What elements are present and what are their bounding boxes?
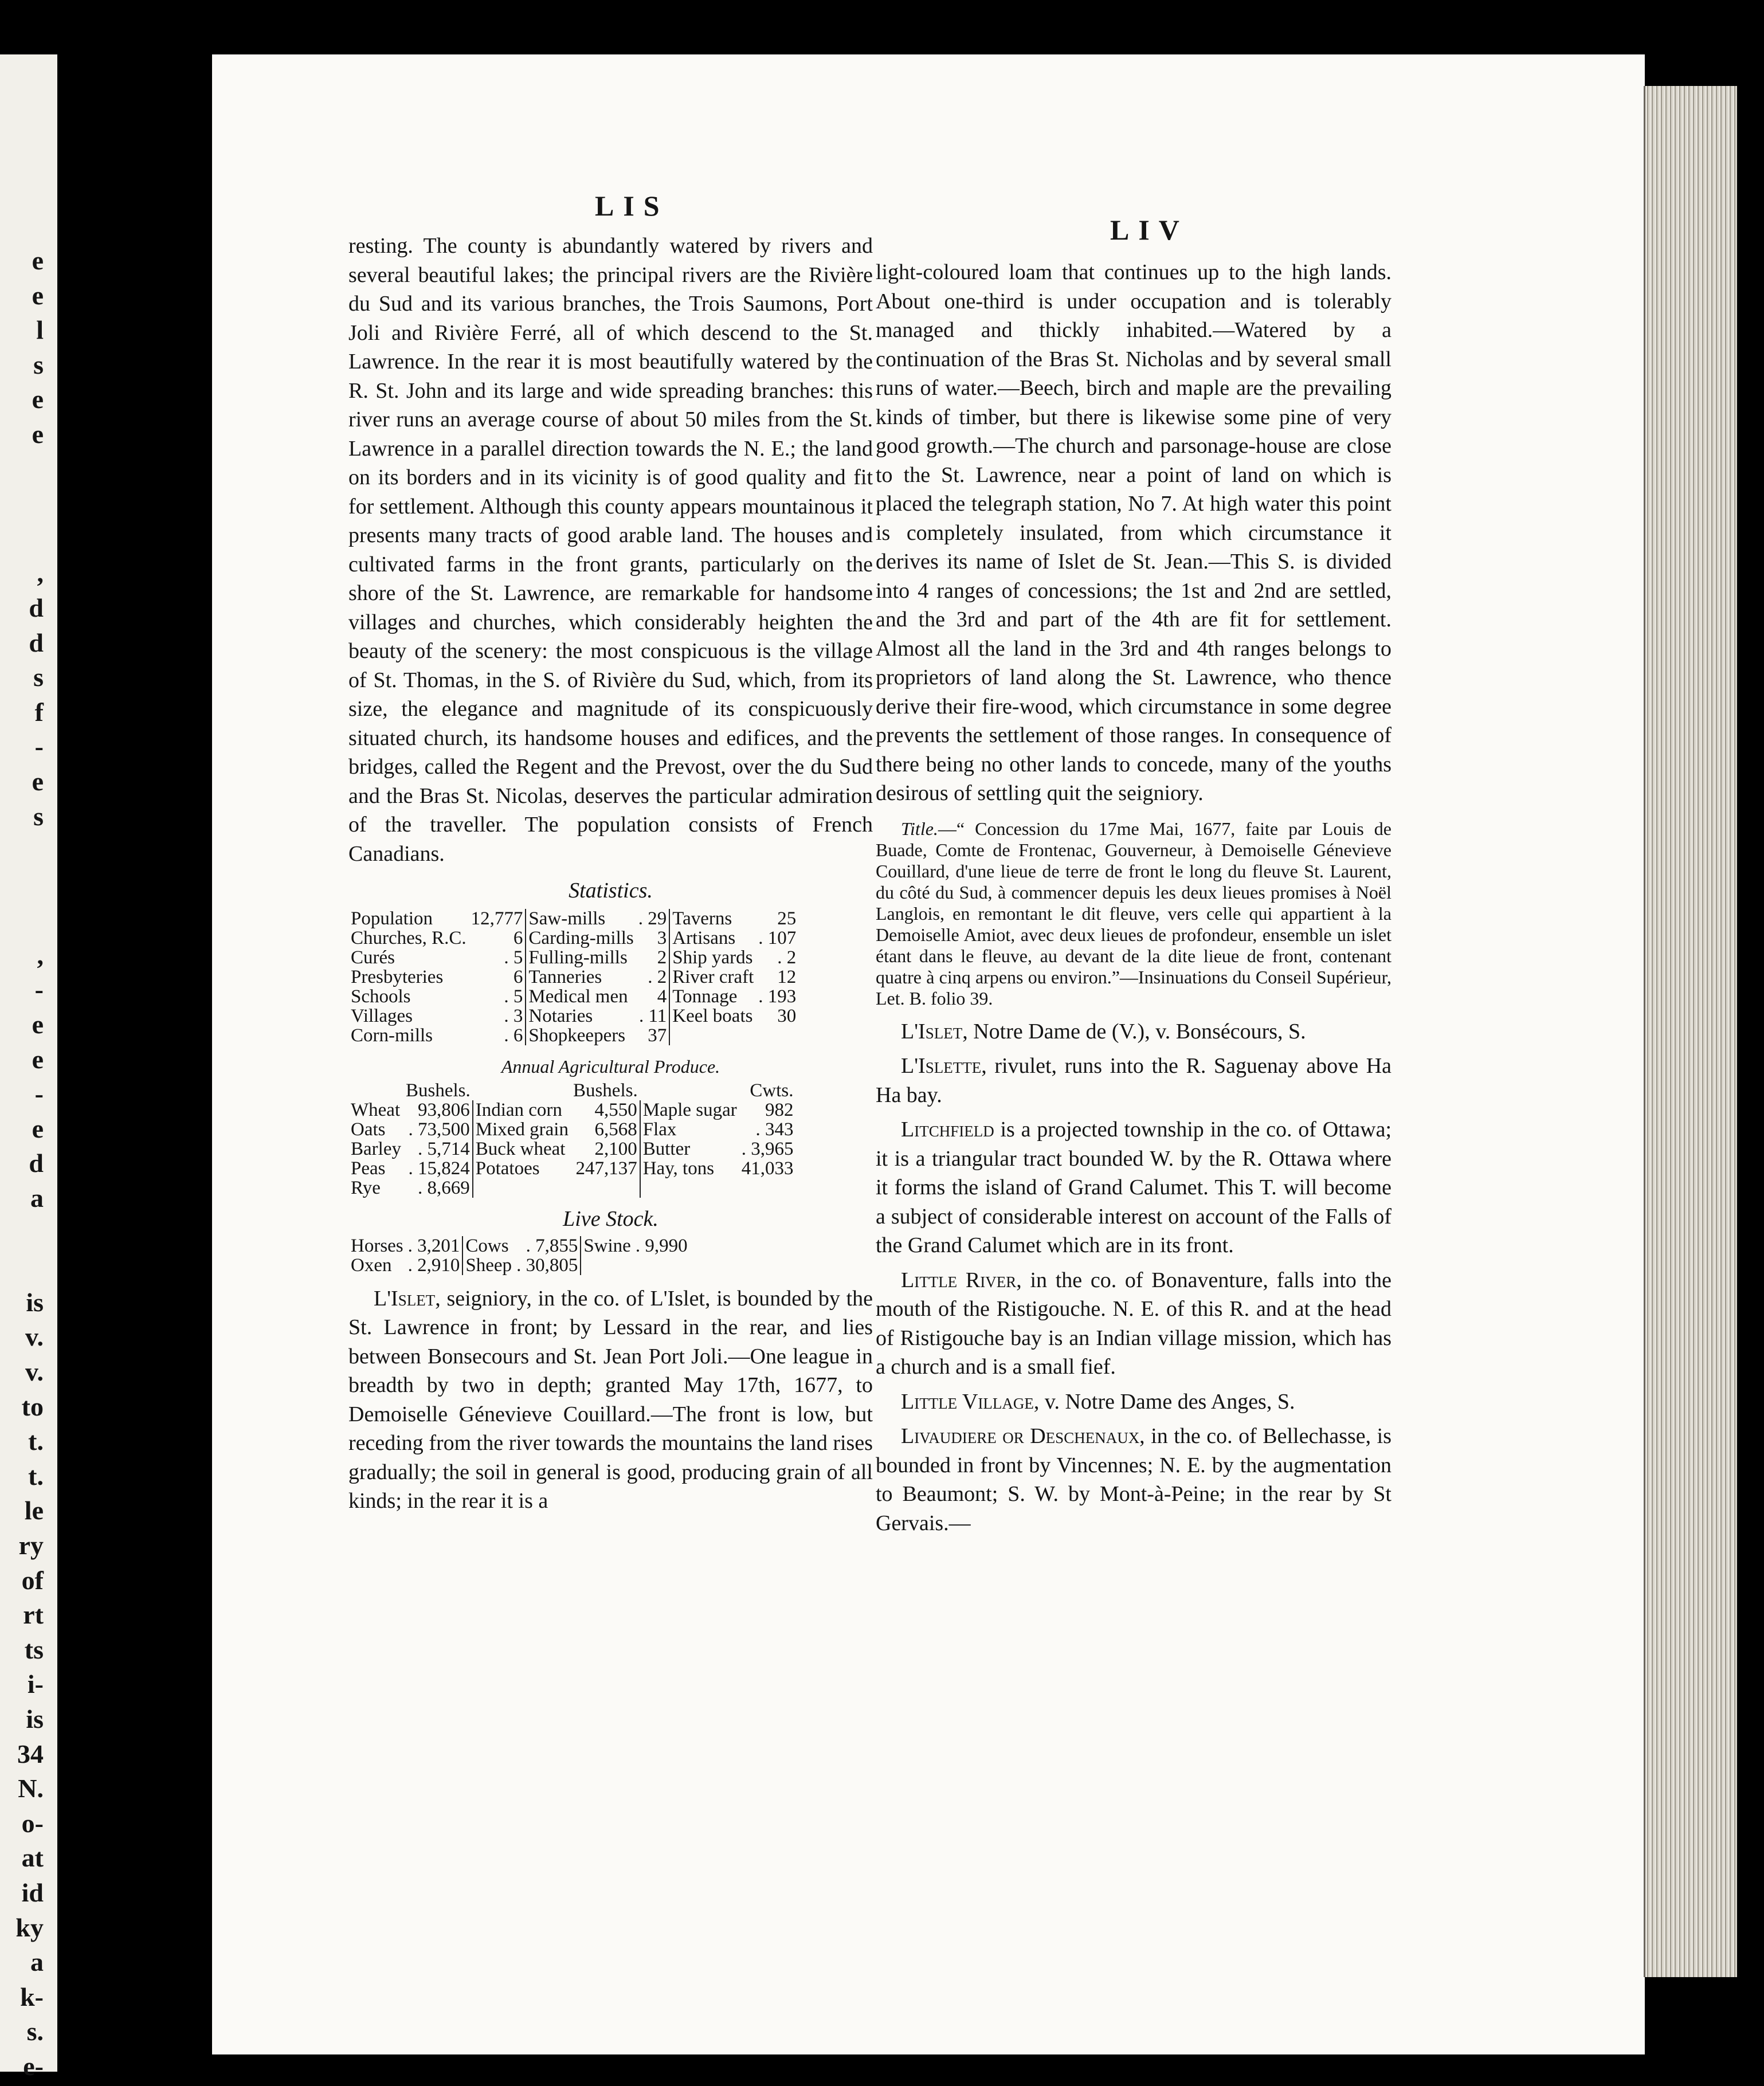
table-label: Horses bbox=[351, 1235, 403, 1256]
produce-table bbox=[348, 1081, 796, 1198]
table-value: 12,777 bbox=[469, 909, 526, 928]
table-value: . 6 bbox=[469, 1026, 526, 1045]
table-label bbox=[473, 1178, 571, 1198]
statistics-row bbox=[348, 987, 798, 1006]
previous-page-fragment: is bbox=[26, 1287, 44, 1317]
previous-page-fragment: t. bbox=[28, 1461, 44, 1491]
table-value: . 30,805 bbox=[514, 1256, 581, 1275]
previous-page-fragment bbox=[3, 834, 44, 869]
previous-page-fragment bbox=[3, 522, 44, 556]
previous-page-fragment: e bbox=[32, 1113, 44, 1143]
table-label: Carding-mills bbox=[528, 927, 634, 948]
table-label: Keel boats bbox=[672, 1005, 753, 1026]
table-value: . 5,714 bbox=[403, 1139, 473, 1159]
previous-page-fragment: i- bbox=[27, 1669, 44, 1699]
table-label: Buck wheat bbox=[475, 1139, 566, 1159]
gazetteer-entry bbox=[876, 1266, 1391, 1382]
previous-page-fragment bbox=[3, 452, 44, 487]
previous-page-fragment: ry bbox=[18, 1530, 44, 1560]
produce-heading: Annual Agricultural Produce. bbox=[501, 1056, 720, 1077]
previous-page-fragment: at bbox=[21, 1843, 44, 1873]
table-value: . 15,824 bbox=[403, 1159, 473, 1178]
previous-page-fragment: e- bbox=[23, 2051, 44, 2081]
paragraph-county-description: resting. The county is abundantly watered by rivers and several beautiful lakes; the principal rivers are the Rivière du Sud and its various branches, the Trois Saumons, Port Joli and Rivière Ferré, all of which descend to the St. Lawrence. In the rear it is most beautifully watered by the R. St. John and its large and wide spreading branches: this river runs an average course of about 50 miles from the St. Lawrence in a parallel direction towards the N. E.; the land on its borders and in its vicinity is of good quality and fit for settlement. Although this county appears mountainous it presents many tracts of good arable land. The houses and cultivated farms in the front grants, particularly on the shore of the St. Lawrence, are remarkable for handsome villages and churches, which considerably heighten the beauty of the scenery: the most conspicuous is the village of St. Thomas, in the S. of Rivière du Sud, which, from its size, the elegance and magnitude of its conspicuously situated church, its handsome houses and edifices, and the bridges, called the Regent and the Prevost, over the du Sud and the Bras St. Nicolas, deserves the particular admiration of the traveller. The population consists of French Canadians. bbox=[348, 234, 873, 866]
title-text: —“ Concession du 17me Mai, 1677, faite par Louis de Buade, Comte de Frontenac, Gouverneur, à Demoiselle Génevieve Couillard, d'une lieue de terre de front le long du fleuve St. Laurent, du côté du Sud, à commencer depuis les deux lieues promises à Noël Langlois, en remontant le dit fleuve, vers celle qui appartient à la Demoiselle Amiot, avec deux lieues de profondeur, ensemble un islet étant dans le fleuve, au devant de la dite lieue de front, contenant quatre à cinq arpens ou environ.”—Insinuations du Conseil Supérieur, Let. B. folio 39. bbox=[876, 818, 1391, 1009]
produce-unit-3: Cwts. bbox=[750, 1080, 794, 1101]
table-label: Artisans bbox=[672, 927, 736, 948]
table-label: Villages bbox=[351, 1005, 413, 1026]
paragraph-lislet-continued: light-coloured loam that continues up to the high lands. About one-third is under occupation and is tolerably managed and thickly inhabited.—Watered by a continuation of the Bras St. Nicholas and by several small runs of water.—Beech, birch and maple are the prevailing kinds of timber, but there is likewise some pine of very good growth.—The church and parsonage-house are close to the St. Lawrence, near a point of land on which is placed the telegraph station, No 7. At high water this point is completely insulated, from which circumstance it derives its name of Islet de St. Jean.—This S. is divided into 4 ranges of concessions; the 1st and 2nd are settled, and the 3rd and part of the 4th are fit for settlement. Almost all the land in the 3rd and 4th ranges belongs to proprietors of land along the St. Lawrence, who thence derive their fire-wood, which circumstance in some degree prevents the settlement of those ranges. In consequence of there being no other lands to concede, many of the youths desirous of settling quit the seigniory. bbox=[876, 260, 1391, 805]
statistics-row bbox=[348, 1006, 798, 1026]
statistics-heading: Statistics. bbox=[569, 879, 653, 903]
table-label: Curés bbox=[351, 947, 395, 968]
table-value: 93,806 bbox=[403, 1100, 473, 1120]
table-value: 982 bbox=[765, 1100, 794, 1120]
table-label bbox=[669, 1026, 756, 1045]
table-value: 30 bbox=[777, 1005, 797, 1026]
table-value: . 29 bbox=[636, 909, 670, 928]
table-value: 6 bbox=[469, 928, 526, 948]
entry-name: Litchfield bbox=[901, 1118, 994, 1142]
table-label: Mixed grain bbox=[475, 1119, 569, 1140]
previous-page-fragment bbox=[3, 869, 44, 904]
table-value: 37 bbox=[636, 1026, 670, 1045]
statistics-row bbox=[348, 1026, 798, 1045]
table-label: Cows bbox=[465, 1235, 509, 1256]
statistics-row bbox=[348, 948, 798, 967]
table-value: . 8,669 bbox=[403, 1178, 473, 1198]
previous-page-fragment: N. bbox=[18, 1774, 44, 1803]
table-label: Schools bbox=[351, 986, 411, 1007]
previous-page-fragment: k- bbox=[20, 1982, 44, 2011]
previous-page-fragment bbox=[3, 1250, 44, 1285]
previous-page-fragment: ky bbox=[15, 1912, 44, 1942]
table-value: 6 bbox=[469, 967, 526, 987]
table-value: . 193 bbox=[758, 986, 797, 1007]
table-label: Sheep bbox=[465, 1254, 512, 1276]
table-label: Indian corn bbox=[475, 1100, 562, 1120]
table-label: River craft bbox=[672, 966, 754, 987]
table-value: . 73,500 bbox=[403, 1120, 473, 1139]
table-value bbox=[739, 1178, 796, 1198]
table-value: 4,550 bbox=[571, 1100, 640, 1120]
table-value: . 7,855 bbox=[514, 1236, 581, 1256]
table-value: 12 bbox=[777, 966, 797, 987]
table-label: Presbyteries bbox=[351, 966, 444, 987]
table-label: Oxen bbox=[351, 1254, 392, 1276]
entry-text: in the co. of Bellechasse, is bounded in front by Vincennes; N. E. by the augmentation to Beaumont; S. W. by Mont-à-Peine; in the rear by St Gervais.— bbox=[876, 1424, 1391, 1535]
gazetteer-entry bbox=[876, 1017, 1391, 1046]
previous-page-fragment: s. bbox=[26, 2017, 44, 2046]
entry-name: Livaudiere or Deschenaux, bbox=[901, 1424, 1145, 1448]
entry-text: v. Notre Dame des Anges, S. bbox=[1044, 1389, 1295, 1414]
table-label: Population bbox=[351, 908, 433, 929]
entry-name: Little Village, bbox=[901, 1389, 1040, 1414]
title-label: Title. bbox=[901, 818, 938, 839]
previous-page-fragment: e bbox=[32, 246, 44, 275]
table-label: Notaries bbox=[528, 1005, 593, 1026]
previous-page-fragment: e bbox=[32, 280, 44, 310]
table-value: 6,568 bbox=[571, 1120, 640, 1139]
gazetteer-entry bbox=[876, 1422, 1391, 1538]
gazetteer-entry bbox=[876, 1115, 1391, 1260]
statistics-row bbox=[348, 909, 798, 928]
table-value: . 3 bbox=[469, 1006, 526, 1026]
left-column bbox=[348, 232, 873, 1516]
previous-page-fragment: a bbox=[30, 1183, 44, 1213]
table-label: Oats bbox=[351, 1119, 386, 1140]
previous-page-fragment: rt bbox=[23, 1600, 44, 1630]
previous-page-fragment: t. bbox=[28, 1426, 44, 1456]
previous-page-fragment: id bbox=[21, 1877, 44, 1907]
table-value: . 5 bbox=[469, 987, 526, 1006]
table-value: 2 bbox=[636, 948, 670, 967]
table-label: Churches, R.C. bbox=[351, 927, 467, 948]
previous-page-fragment: - bbox=[34, 975, 44, 1005]
table-value: . 9,990 bbox=[635, 1235, 688, 1256]
running-head-right: LIV bbox=[1110, 214, 1189, 246]
produce-row bbox=[348, 1178, 796, 1198]
table-label: Potatoes bbox=[475, 1158, 540, 1179]
table-value: . 343 bbox=[755, 1119, 794, 1140]
table-label: Wheat bbox=[351, 1100, 401, 1120]
previous-page-fragment: e bbox=[32, 385, 44, 414]
table-label: Hay, tons bbox=[642, 1158, 715, 1179]
previous-page-fragment: is bbox=[26, 1704, 44, 1734]
livestock-row bbox=[348, 1256, 690, 1275]
table-value: . 2,910 bbox=[406, 1256, 463, 1275]
previous-page-fragment: s bbox=[33, 350, 44, 379]
entry-text: rivulet, runs into the R. Saguenay above Ha Ha bay. bbox=[876, 1054, 1391, 1107]
previous-page-fragment: d bbox=[29, 1148, 44, 1178]
previous-page-fragment: e bbox=[32, 766, 44, 796]
table-value bbox=[571, 1178, 640, 1198]
table-value: . 3,965 bbox=[741, 1139, 794, 1159]
previous-page-fragment: d bbox=[29, 593, 44, 622]
table-label: Taverns bbox=[672, 908, 732, 929]
gazetteer-entries bbox=[876, 1017, 1391, 1538]
table-label: Fulling-mills bbox=[528, 947, 628, 968]
entry-lislet-seigniory bbox=[348, 1284, 873, 1516]
produce-row bbox=[348, 1120, 796, 1139]
gazetteer-entry bbox=[876, 1387, 1391, 1417]
table-label bbox=[640, 1178, 739, 1198]
table-value: . 11 bbox=[636, 1006, 670, 1026]
previous-page-edge bbox=[0, 54, 57, 2081]
entry-name: L'Islet, bbox=[901, 1019, 968, 1044]
previous-page-fragment: d bbox=[29, 628, 44, 657]
previous-page-fragment bbox=[3, 1216, 44, 1251]
book-edge bbox=[1644, 86, 1737, 1977]
table-value: . 5 bbox=[469, 948, 526, 967]
previous-page-fragment: o- bbox=[21, 1808, 44, 1838]
previous-page-fragment: e bbox=[32, 1010, 44, 1040]
table-label: Tonnage bbox=[672, 986, 738, 1007]
table-value: 3 bbox=[636, 928, 670, 948]
previous-page-fragment: e bbox=[32, 419, 44, 449]
table-value: . 2 bbox=[636, 967, 670, 987]
table-label: Barley bbox=[351, 1139, 401, 1159]
table-label: Tanneries bbox=[528, 966, 602, 987]
table-value: 2,100 bbox=[571, 1139, 640, 1159]
table-value: . 3,201 bbox=[406, 1236, 463, 1256]
table-label bbox=[581, 1256, 633, 1275]
right-column bbox=[876, 258, 1391, 1538]
previous-page-fragment: - bbox=[34, 1079, 44, 1109]
table-value: . 2 bbox=[777, 947, 797, 968]
table-label: Ship yards bbox=[672, 947, 753, 968]
running-head-left: LIS bbox=[595, 190, 669, 222]
gazetteer-entry bbox=[876, 1052, 1391, 1109]
table-value: 25 bbox=[777, 908, 797, 929]
previous-page-fragment: s bbox=[33, 801, 44, 831]
previous-page-fragment: a bbox=[30, 1947, 44, 1977]
entry-name: L'Islette, bbox=[901, 1054, 987, 1078]
previous-page-fragment: l bbox=[36, 315, 44, 345]
produce-row bbox=[348, 1139, 796, 1159]
previous-page-fragment bbox=[3, 903, 44, 938]
previous-page-fragment: e bbox=[32, 1044, 44, 1074]
livestock-heading: Live Stock. bbox=[563, 1207, 658, 1231]
table-value: 247,137 bbox=[571, 1159, 640, 1178]
previous-page-fragment: - bbox=[34, 732, 44, 762]
table-label: Peas bbox=[351, 1158, 386, 1179]
previous-page-fragment: le bbox=[24, 1496, 44, 1526]
table-value bbox=[633, 1256, 690, 1275]
table-value: 41,033 bbox=[741, 1158, 794, 1179]
entry-name: Little River, bbox=[901, 1268, 1022, 1292]
table-label: Saw-mills bbox=[528, 908, 606, 929]
produce-unit-1: Bushels. bbox=[405, 1080, 471, 1101]
table-label: Swine bbox=[583, 1235, 631, 1256]
title-note bbox=[876, 818, 1391, 1009]
table-label: Flax bbox=[642, 1119, 677, 1140]
table-label: Butter bbox=[642, 1139, 691, 1159]
previous-page-fragment: , bbox=[37, 558, 44, 588]
table-value: 4 bbox=[636, 987, 670, 1006]
produce-row bbox=[348, 1159, 796, 1178]
table-label: Medical men bbox=[528, 986, 628, 1007]
statistics-row bbox=[348, 928, 798, 948]
produce-row bbox=[348, 1100, 796, 1120]
table-label: Corn-mills bbox=[351, 1025, 433, 1046]
produce-unit-2: Bushels. bbox=[573, 1080, 638, 1101]
table-value: . 107 bbox=[758, 927, 797, 948]
statistics-row bbox=[348, 967, 798, 987]
previous-page-fragment: to bbox=[21, 1391, 44, 1421]
livestock-row bbox=[348, 1236, 690, 1256]
previous-page-fragment: f bbox=[34, 697, 44, 727]
table-label: Rye bbox=[351, 1178, 381, 1198]
statistics-table bbox=[348, 909, 798, 1045]
previous-page-fragment: ts bbox=[24, 1634, 44, 1664]
table-label: Maple sugar bbox=[642, 1100, 737, 1120]
table-value bbox=[756, 1026, 798, 1045]
previous-page-fragment: , bbox=[37, 940, 44, 970]
previous-page-fragment: v. bbox=[25, 1322, 44, 1352]
table-label: Shopkeepers bbox=[528, 1025, 626, 1046]
livestock-table bbox=[348, 1236, 690, 1275]
previous-page-fragment bbox=[3, 487, 44, 522]
previous-page-fragment: s bbox=[33, 662, 44, 692]
entry-text: Notre Dame de (V.), v. Bonsécours, S. bbox=[973, 1019, 1306, 1044]
entry-text: seigniory, in the co. of L'Islet, is bounded by the St. Lawrence in front; by Lessard in the rear, and lies between Bonsecours and St. Jean Port Joli.—One league in breadth by two in depth; granted May 17th, 1677, to Demoiselle Génevieve Couillard.—The front is low, but receding from the river towards the mountains the land rises gradually; the soil in general is good, producing grain of all kinds; in the rear it is a bbox=[348, 1286, 873, 1513]
entry-name: L'Islet, bbox=[374, 1286, 441, 1311]
entry-text: in the co. of Bonaventure, falls into the mouth of the Ristigouche. N. E. of this R. and at the head of Ristigouche bay is an Indian village mission, which has a church and is a small fief. bbox=[876, 1268, 1392, 1379]
entry-text: is a projected township in the co. of Ottawa; it is a triangular tract bounded W. by the R. Ottawa where it forms the island of Grand Calumet. This T. will become a subject of considerable interest on account of the Falls of the Grand Calumet which are in its front. bbox=[876, 1118, 1392, 1257]
previous-page-text-fragments bbox=[3, 244, 44, 2084]
previous-page-fragment: of bbox=[21, 1565, 44, 1595]
previous-page-fragment: v. bbox=[25, 1357, 44, 1386]
previous-page-fragment: 34 bbox=[17, 1739, 44, 1769]
